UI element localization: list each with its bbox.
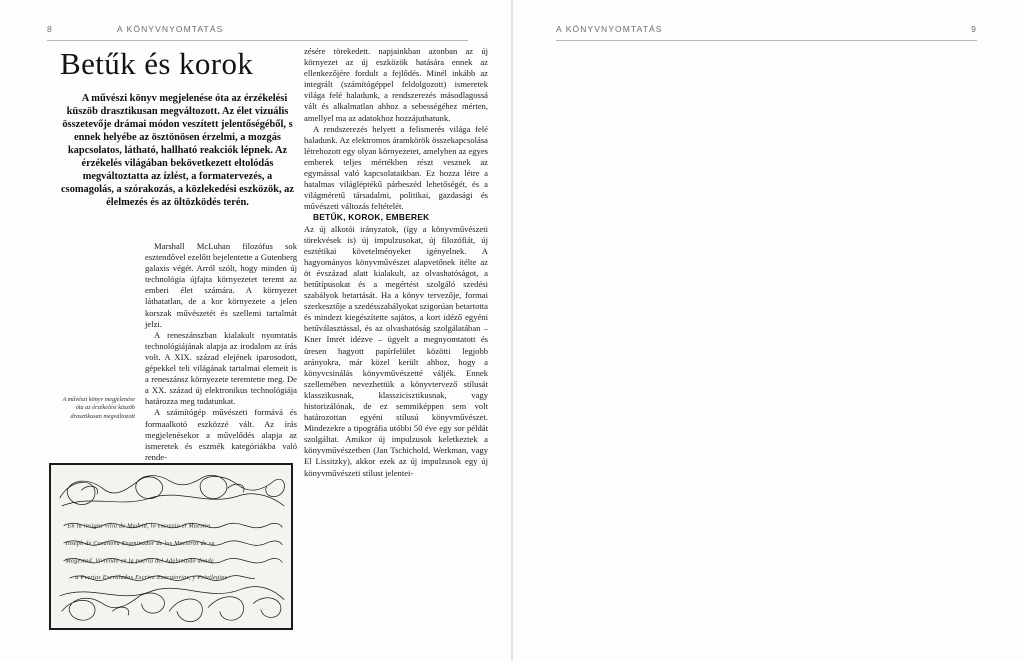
section-heading: BETŰK, KOROK, EMBEREK <box>313 212 430 223</box>
running-head-left <box>47 22 468 36</box>
header-rule-left <box>47 40 468 41</box>
body-column-1-left <box>145 241 297 463</box>
folio-right: 9 <box>971 24 977 34</box>
running-head-title-left: A KÖNYVNYOMTATÁS <box>116 24 224 34</box>
body-column-2-left <box>304 46 488 479</box>
paragraph: A számítógép művészeti formává és formaalkotó eszközzé vált. Az írás megjelenésekor a művelődés alapja az ismeretek és eszmék kategóriákba való rende- <box>145 407 297 462</box>
engraving-plate <box>49 463 293 630</box>
margin-note: A művészi könyv megjelenése óta az érzékelési küszöb drasztikusan megváltozott <box>62 396 135 420</box>
running-head-right <box>556 22 977 36</box>
running-head-title-right: A KÖNYVNYOMTATÁS <box>556 24 663 34</box>
paragraph: A rendszerezés helyett a felismerés világa felé haladunk. Az elektromos áramkörök összekapcsolása létrehozott egy olyan környezetet, amelyben az egyes emberek teljes mértékben részt vesznek az egymással való kapcsolataikban. Ez hozza létre a hatalmas világléptékű párbeszéd lehetőségét, és a világméretű társadalmi, politikai, gazdasági és művészeti változás feltételét. <box>304 123 488 212</box>
paragraph: Az új alkotói irányzatok, (így a könyvművészeti törekvések is) új impulzusokat, új filozófiát, új esztétikai követelményeket igényelnek. A hagyományos könyvművészet alapvetőnek ítélte az öt évszázad alatt kialakult, az olvashatóságot, a betűtípusokat és a megértést szolgáló szedési szabályok betartását. Ha a könyv tervezője, formai szerkesztője a szedésszabályokat szigorúan betartotta és mindezt kiegészítette sajátos, a kort idéző egyéni betűválasztással, és az olvashatóság szolgálatában – Kner Imrét idézve – ügyelt a megnyomtatott és üresen hagyott papírfelület közötti legjobb arányokra, már közel került ahhoz, hogy a könyvcsinálás könyvművészetté váljék. Ennek szellemében nevezhettük a könyvtervező stílusát klasszikusnak, klasszicisztikusnak, vagy historizálónak, de ez semmiképpen sem volt határozottan egyéni stílusú könyvművészet. Mindezekre a tipográfia utóbbi 50 éve egy sor példát szolgáltat. Amikor új impulzusok keletkeztek a könyvművészetben (Jan Tschichold, Werkman, vagy El Lissitzky), akkor ezek az új impulzusok egy új könyvművészeti stílust jelentei- <box>304 223 488 478</box>
engraving-line-3: Magestad. Viviendo en la puerta del Adelantado donde <box>65 558 214 565</box>
paragraph: Marshall McLuhan filozófus sok esztendővel ezelőtt bejelentette a Gutenberg galaxis végét. Arról szólt, hogy minden új technológia újfajta környezetet teremt az emberi élet számára. A környezet láthatatlan, de a kor környezete a jelen korszak művészetét és szellemi tartalmát jelzi. <box>145 241 297 329</box>
engraving-line-2: Ioseph de Casanova Examinador de los Maestros de su <box>65 541 215 548</box>
folio-left: 8 <box>47 24 53 34</box>
paragraph: A reneszánszban kialakult nyomtatás technológiájának alapja az irodalom az írás volt. A XIX. század elejének iparosodott, gépekkel teli világának tartalmai elemeit is a reneszánsz környezete teremtette meg. De a XX. század új elektronikus technológiája határozza meg tudatunkat. <box>145 329 297 407</box>
page-right <box>512 0 1024 660</box>
page-title: Betűk és korok <box>60 46 254 81</box>
engraving-line-1: En la insigne villa de Madrid, lo escrevia el Maestro <box>67 523 211 530</box>
page-gutter <box>511 0 513 660</box>
calligraphy-illustration <box>51 465 291 628</box>
header-rule-right <box>556 40 977 41</box>
engraving-line-4: a Pvertas Escvaladas Escrive Executorias, y Privilegios <box>75 575 228 582</box>
lead-paragraph: A művészi könyv megjelenése óta az érzékelési küszöb drasztikusan megváltozott. Az élet vizuális összetevője drámai módon veszített jelentőségéből, s ennek helyébe az ösztönösen érzelmi, a mozgás kapcsolatos, látható, hallható reakciók lépnek. Az érzékelés világában bekövetkezett eltolódás megváltoztatta az ízlést, a formatervezés, a csomagolás, a szórakozás, a közlekedési eszközök, az élelmezés és az öltözködés terén. <box>61 93 294 208</box>
paragraph: zésére törekedett. napjainkban azonban az új környezet az új eszközök hatására ennek az ellenkezőjére fordult a fejlődés. Minél inkább az integrált (számítógéppel feldolgozott) ismeretek világa felé haladunk, a rendszerezés másodlagossá vált és alkalmatlan ahhoz a sebességéhez mérten, amellyel ma az adatokhoz hozzájuthatunk. <box>304 46 488 123</box>
